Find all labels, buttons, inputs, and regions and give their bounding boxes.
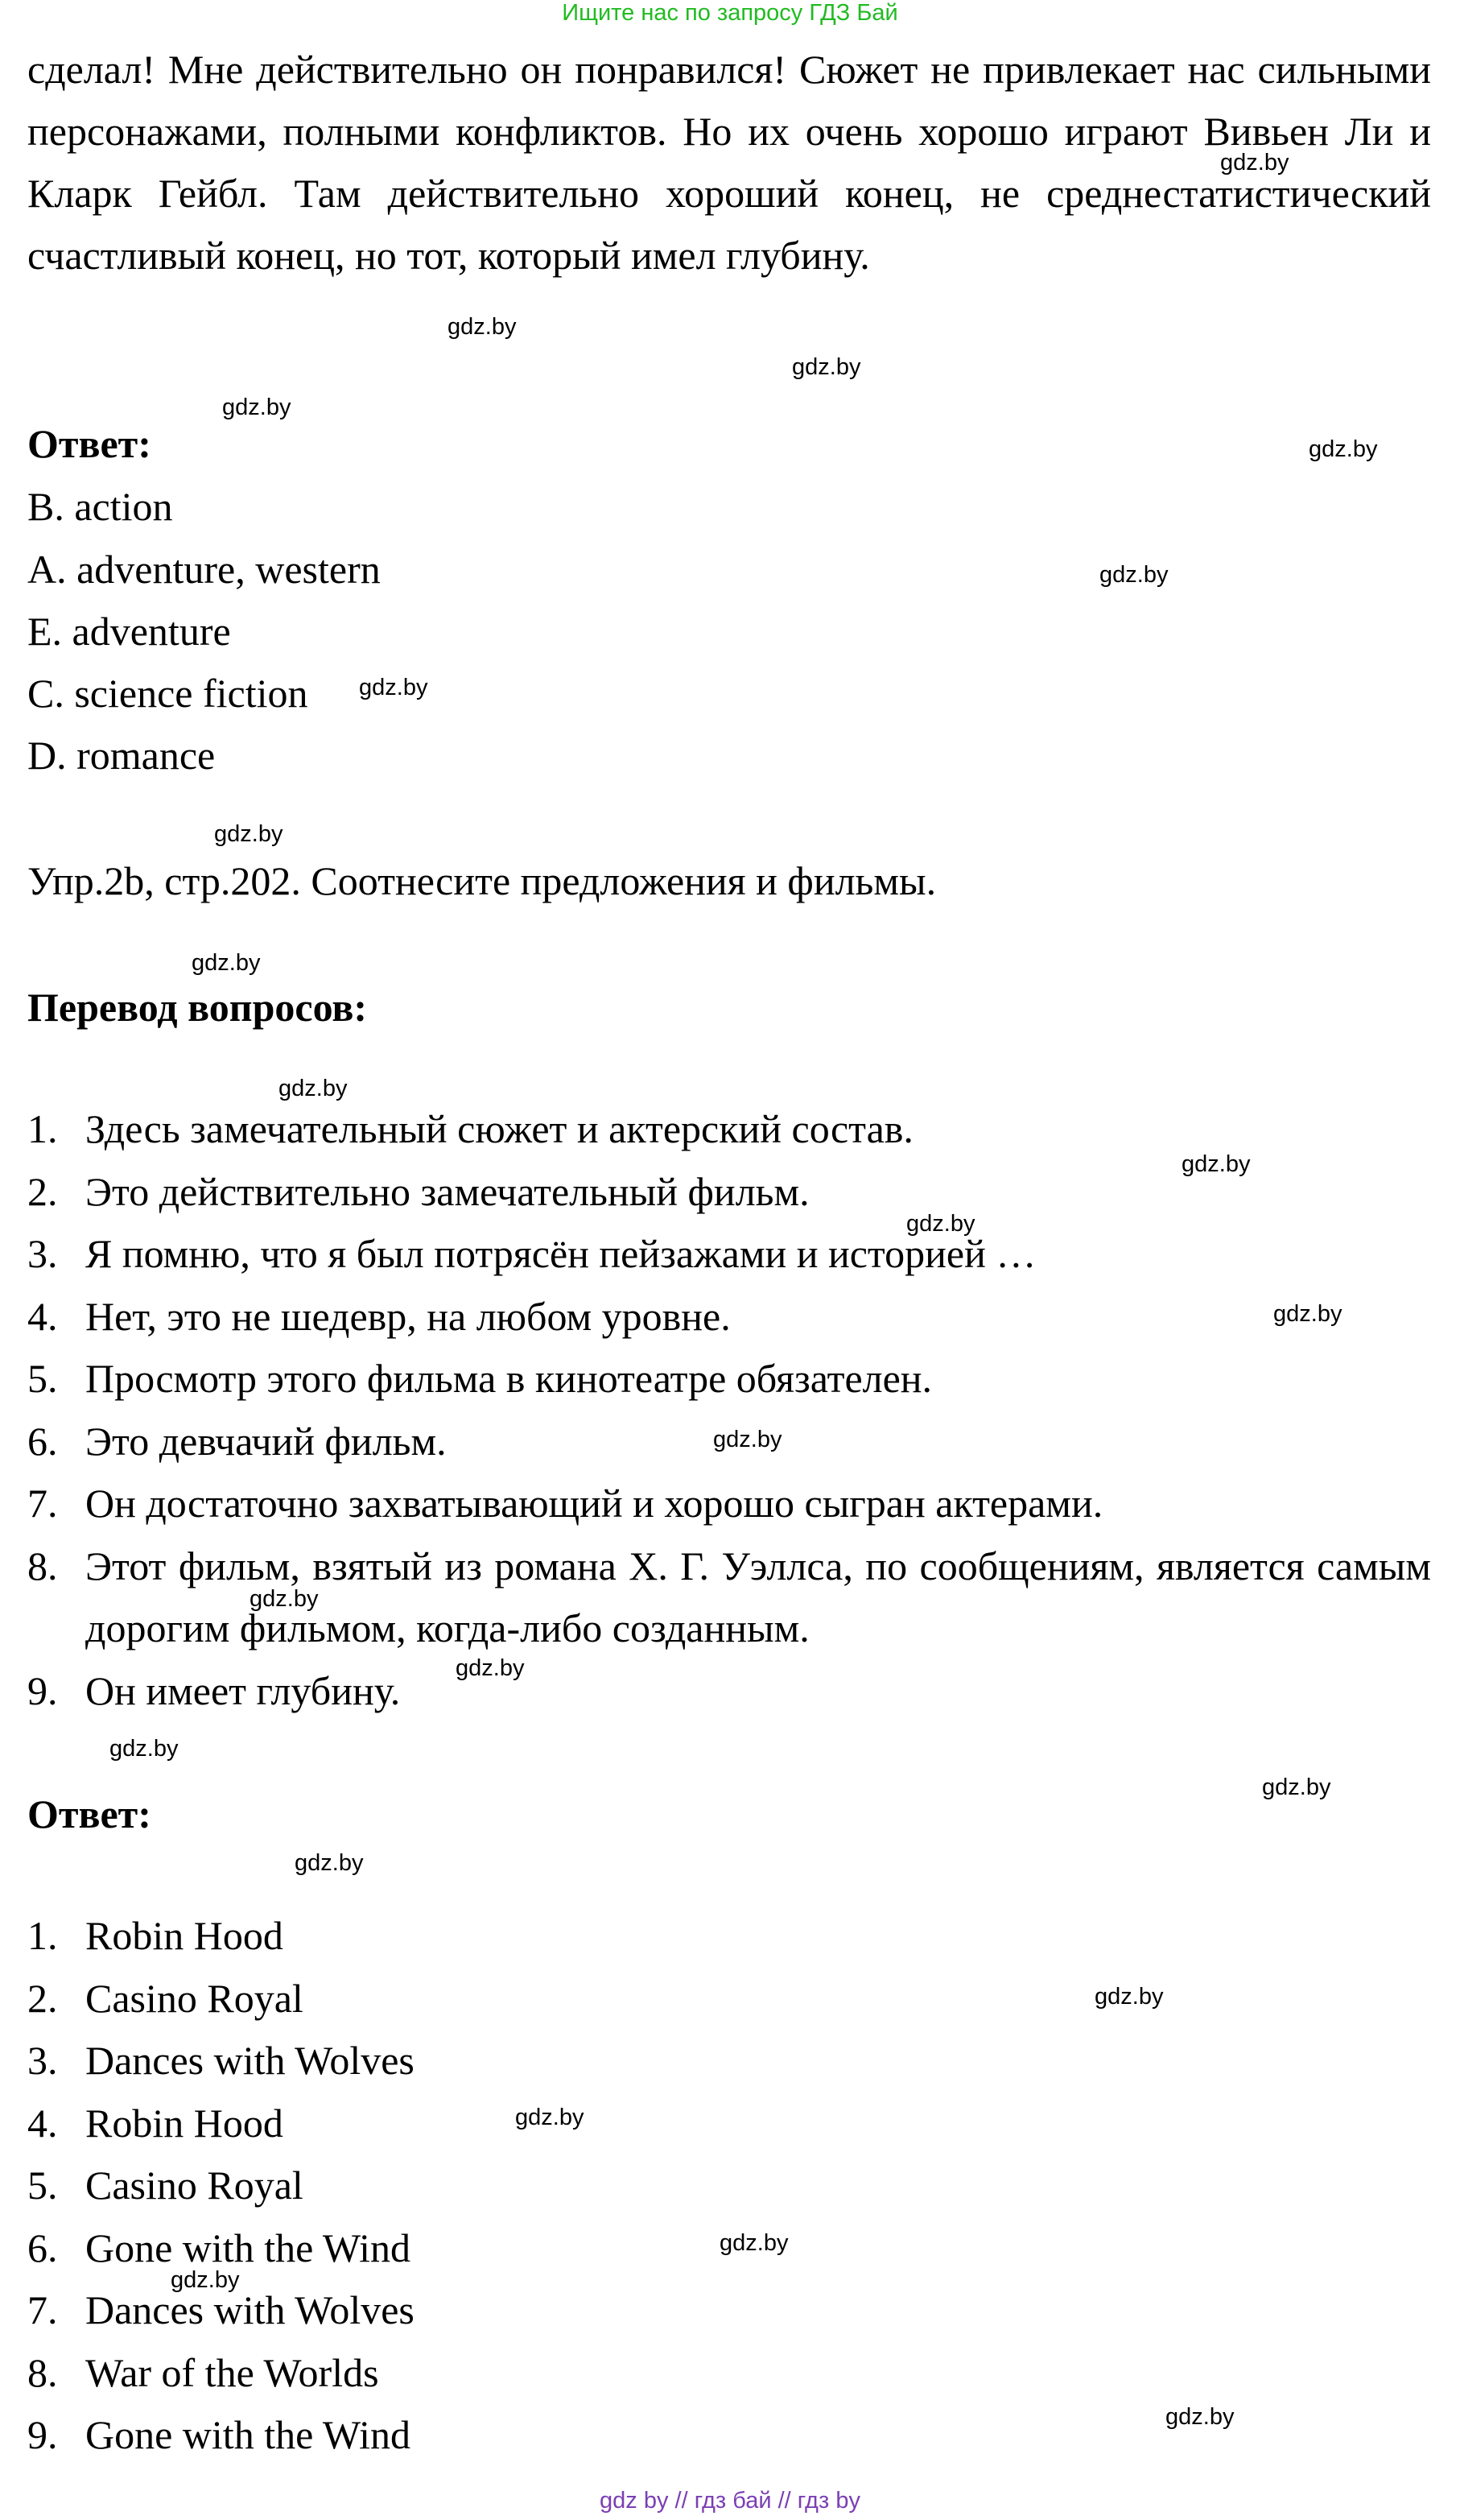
item-text: Нет, это не шедевр, на любом уровне. [85, 1293, 731, 1339]
item-number: 6. [27, 1418, 58, 1464]
item-text: Это действительно замечательный фильм. [85, 1168, 810, 1214]
watermark: gdz.by [1220, 150, 1289, 176]
watermark: gdz.by [792, 354, 861, 380]
item-number: 2. [27, 1168, 58, 1214]
item-text: Он имеет глубину. [85, 1667, 401, 1713]
list-item [27, 2154, 1431, 2217]
item-text: War of the Worlds [85, 2349, 379, 2395]
watermark: gdz.by [1309, 436, 1378, 462]
list-item [27, 2030, 1431, 2092]
item-number: 8. [27, 2349, 58, 2395]
item-text: Он достаточно захватывающий и хорошо сыгран актерами. [85, 1481, 1103, 1526]
list-item [27, 2092, 1431, 2155]
answer1-item: D. romance [27, 733, 216, 778]
item-number: 1. [27, 1913, 58, 1958]
watermark: gdz.by [250, 1586, 319, 1612]
answer-heading-2: Ответ: [27, 1791, 151, 1836]
item-number: 1. [27, 1106, 58, 1151]
list-item [27, 1660, 1431, 1723]
answer-heading-1: Ответ: [27, 421, 151, 466]
watermark: gdz.by [222, 395, 291, 420]
list-item [27, 2342, 1431, 2405]
list-item [27, 1223, 1431, 1286]
item-number: 4. [27, 1293, 58, 1339]
item-text: Я помню, что я был потрясён пейзажами и историей … [85, 1231, 1037, 1276]
watermark: gdz.by [214, 821, 283, 847]
item-text: Casino Royal [85, 2163, 303, 2208]
watermark: gdz.by [906, 1211, 975, 1237]
item-number: 4. [27, 2100, 58, 2146]
answer1-item: B. action [27, 484, 173, 529]
watermark: gdz.by [1182, 1151, 1251, 1177]
watermark: gdz.by [515, 2105, 584, 2130]
list-item [27, 1968, 1431, 2030]
item-text: Dances with Wolves [85, 2038, 414, 2083]
item-text: Gone with the Wind [85, 2412, 410, 2457]
watermark: gdz.by [1095, 1984, 1164, 2010]
item-number: 5. [27, 1356, 58, 1401]
translation-list [27, 1098, 1431, 1722]
top-banner: Ищите нас по запросу ГДЗ Бай [562, 0, 898, 26]
list-item [27, 1473, 1431, 1535]
bottom-banner: gdz by // гдз бай // гдз by [600, 2488, 860, 2514]
list-item [27, 1286, 1431, 1349]
item-text: Gone with the Wind [85, 2225, 410, 2270]
item-text: Dances with Wolves [85, 2287, 414, 2332]
answer1-item: C. science fiction [27, 671, 308, 716]
watermark: gdz.by [1165, 2404, 1235, 2430]
item-number: 7. [27, 2287, 58, 2332]
exercise-title: Упр.2b, стр.202. Соотнесите предложения и фильмы. [27, 858, 937, 903]
watermark: gdz.by [720, 2230, 789, 2256]
watermark: gdz.by [456, 1655, 525, 1681]
watermark: gdz.by [359, 675, 428, 700]
item-text: Это девчачий фильм. [85, 1418, 447, 1464]
item-text: Robin Hood [85, 2100, 283, 2146]
watermark: gdz.by [278, 1076, 348, 1101]
watermark: gdz.by [1273, 1301, 1342, 1327]
translation-heading: Перевод вопросов: [27, 985, 367, 1030]
watermark: gdz.by [1262, 1774, 1331, 1800]
answer1-item: E. adventure [27, 609, 231, 654]
item-text: Этот фильм, взятый из романа Х. Г. Уэллса, по сообщениям, является самым дорогим фильмом, когда-либо созданным. [85, 1543, 1431, 1650]
item-number: 8. [27, 1543, 58, 1588]
item-text: Просмотр этого фильма в кинотеатре обязателен. [85, 1356, 933, 1401]
list-item [27, 1348, 1431, 1411]
list-item [27, 1905, 1431, 1968]
watermark: gdz.by [109, 1736, 179, 1762]
intro-paragraph-text: сделал! Мне действительно он понравился! Сюжет не привлекает нас сильными персонажами, полными конфликтов. Но их очень хорошо играют Вивьен Ли и Кларк Гейбл. Там действительно хороший конец, не среднестатистический счастливый конец, но тот, который имел глубину. [27, 47, 1431, 278]
watermark: gdz.by [295, 1850, 364, 1876]
watermark: gdz.by [447, 314, 517, 340]
item-number: 5. [27, 2163, 58, 2208]
watermark: gdz.by [192, 950, 261, 976]
item-number: 3. [27, 2038, 58, 2083]
item-text: Robin Hood [85, 1913, 283, 1958]
item-number: 3. [27, 1231, 58, 1276]
watermark: gdz.by [713, 1427, 782, 1452]
item-text: Здесь замечательный сюжет и актерский состав. [85, 1106, 914, 1151]
item-number: 9. [27, 2412, 58, 2457]
item-number: 9. [27, 1667, 58, 1713]
item-number: 6. [27, 2225, 58, 2270]
watermark: gdz.by [1099, 562, 1169, 588]
answer2-list [27, 1905, 1431, 2467]
item-number: 7. [27, 1481, 58, 1526]
item-number: 2. [27, 1975, 58, 2021]
watermark: gdz.by [171, 2267, 240, 2293]
list-item [27, 1535, 1431, 1660]
answer1-item: A. adventure, western [27, 547, 381, 592]
item-text: Casino Royal [85, 1975, 303, 2021]
